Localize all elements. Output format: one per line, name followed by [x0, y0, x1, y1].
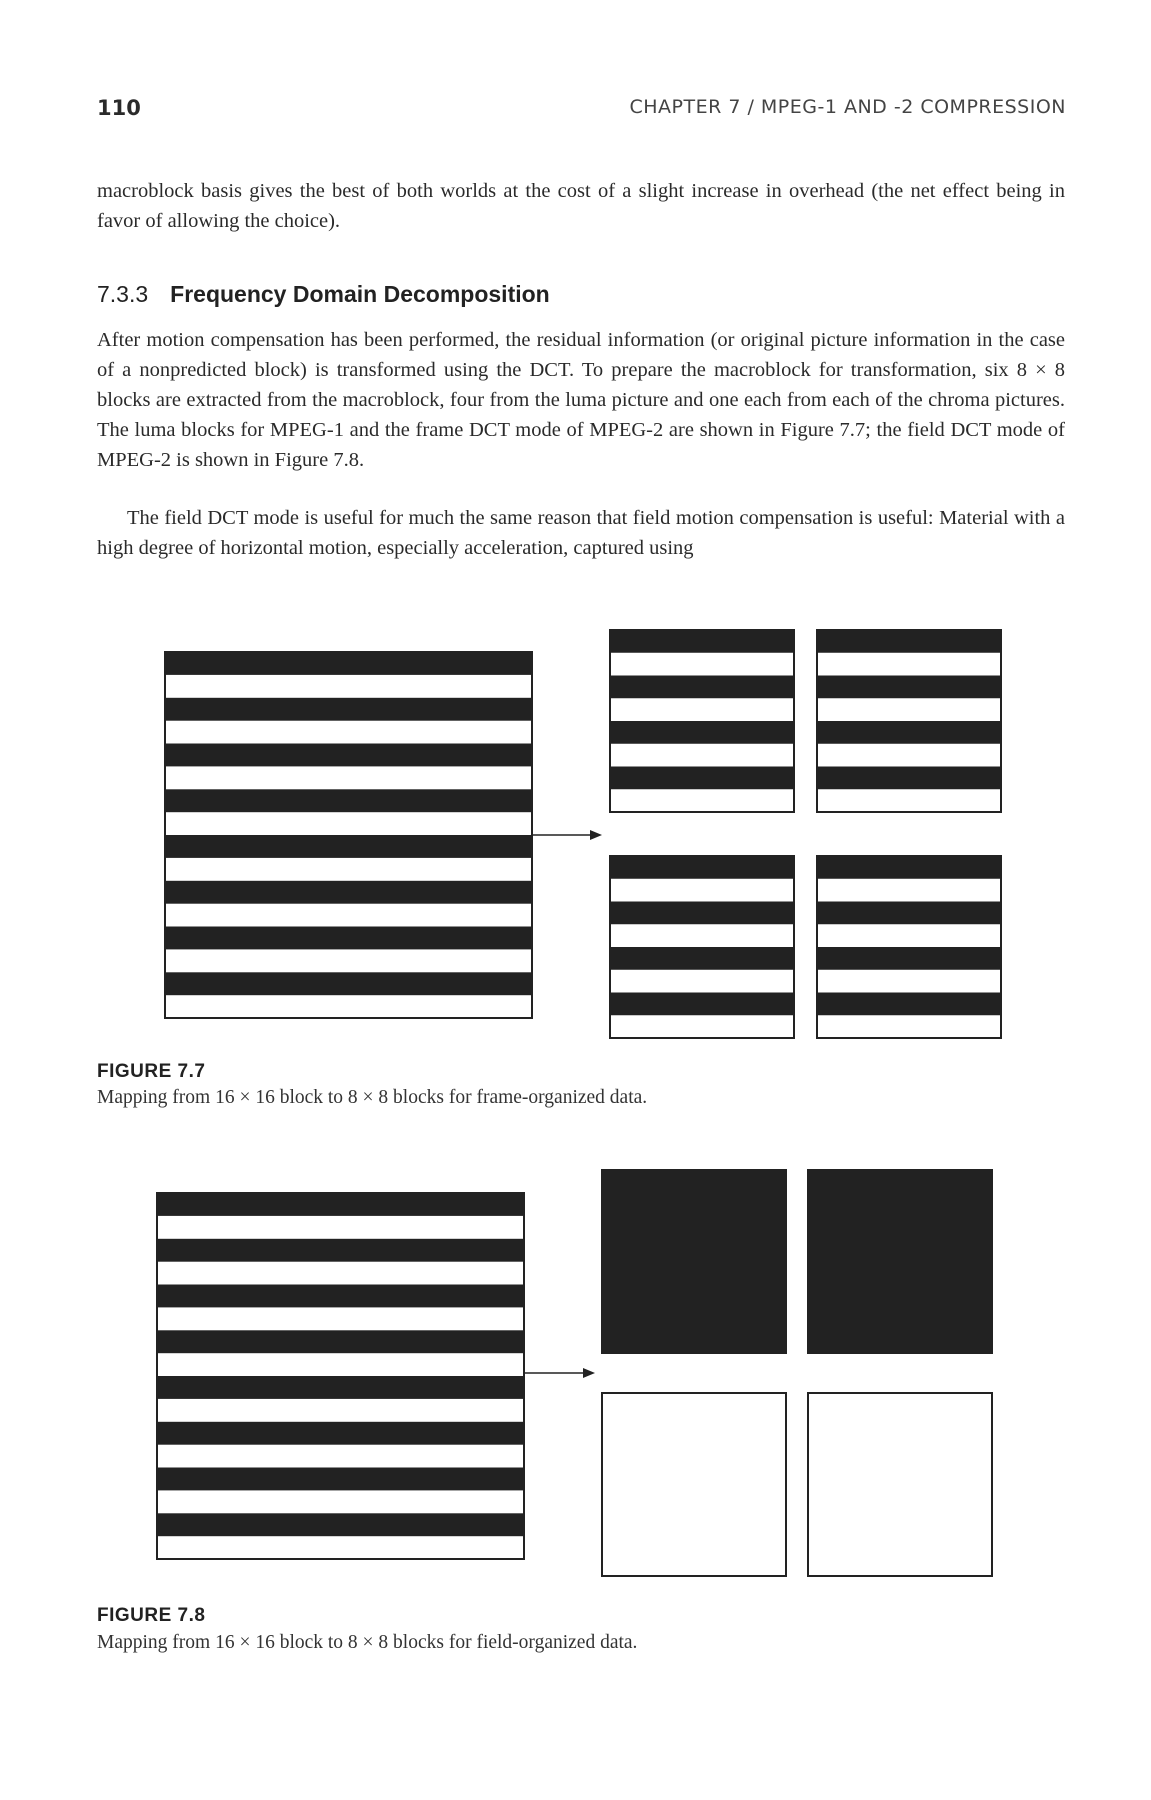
paragraph-dct-intro: After motion compensation has been performed, the residual information (or original picture information in the case of a nonpredicted block) is transformed using the DCT. To prepare the macroblock for transformation, six 8 × 8 blocks are extracted from the macroblock, four from the luma picture and one each from each of the chroma pictures. The luma blocks for MPEG-1 and the frame DCT mode of MPEG-2 are shown in Figure 7.7; the field DCT mode of MPEG-2 is shown in Figure 7.8. — [97, 329, 1065, 471]
page-number: 110 — [97, 96, 141, 120]
figure-7-8-block-bottom-left — [602, 1393, 786, 1576]
running-head: CHAPTER 7 / MPEG-1 AND -2 COMPRESSION — [629, 96, 1066, 118]
figure-7-7-label: FIGURE 7.7 — [97, 1061, 206, 1082]
figure-7-8-block-top-left — [602, 1170, 786, 1353]
figure-7-8-caption: Mapping from 16 × 16 block to 8 × 8 blocks for field-organized data. — [97, 1632, 638, 1653]
figure-7-7-block-bottom-right — [817, 856, 1001, 1038]
paragraph-field-dct: The field DCT mode is useful for much the same reason that field motion compensation is useful: Material with a high degree of horizontal motion, especially acceleration, captured using — [97, 507, 1065, 559]
figure-7-8-macroblock — [157, 1193, 524, 1559]
figure-7-8-arrow — [524, 1368, 595, 1378]
section-number: 7.3.3 — [97, 281, 149, 307]
figure-7-7-block-top-left — [610, 630, 794, 812]
section-title: Frequency Domain Decomposition — [170, 281, 550, 307]
figure-7-8-block-bottom-right — [808, 1393, 992, 1576]
figure-7-7-macroblock — [165, 652, 532, 1018]
figure-7-8-label: FIGURE 7.8 — [97, 1605, 206, 1626]
figure-7-8-block-top-right — [808, 1170, 992, 1353]
figure-7-7-block-bottom-left — [610, 856, 794, 1038]
figure-7-7-caption: Mapping from 16 × 16 block to 8 × 8 blocks for frame-organized data. — [97, 1087, 648, 1108]
paragraph-continuation: macroblock basis gives the best of both worlds at the cost of a slight increase in overhead (the net effect being in favor of allowing the choice). — [97, 180, 1065, 232]
figure-7-7-block-top-right — [817, 630, 1001, 812]
figure-7-7-arrow — [532, 830, 602, 840]
